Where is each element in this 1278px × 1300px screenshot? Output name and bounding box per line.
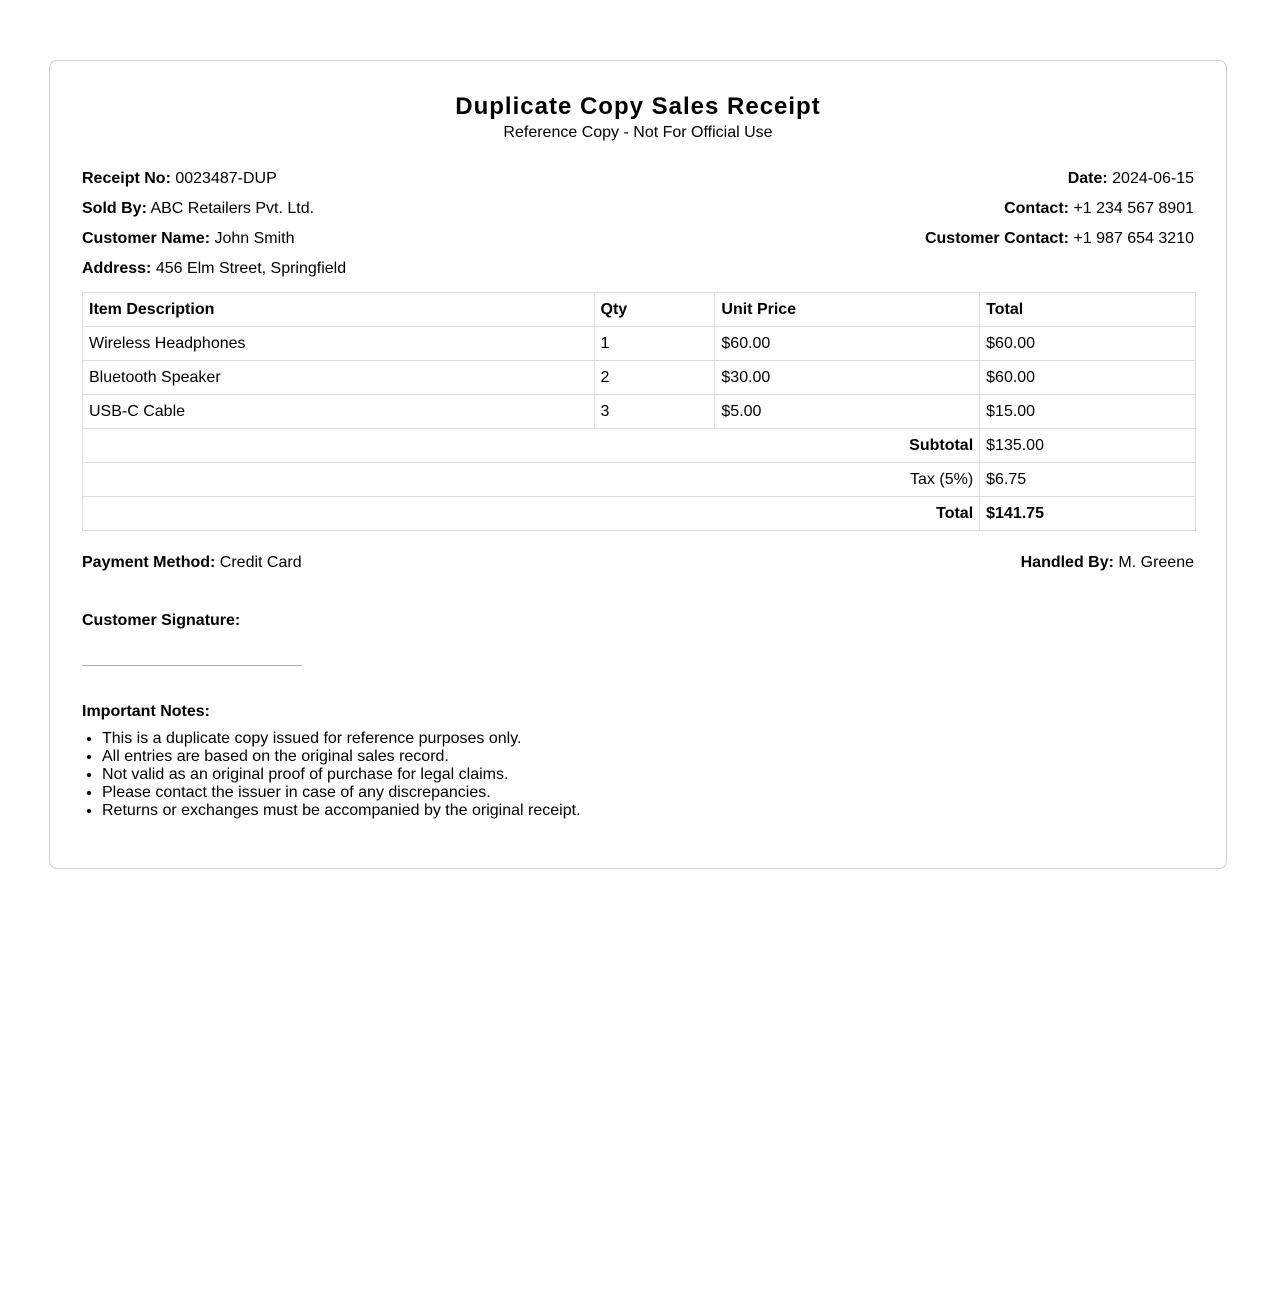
item-total: $60.00 bbox=[980, 327, 1196, 361]
item-unit-price: $5.00 bbox=[715, 395, 980, 429]
customer-name bbox=[82, 224, 295, 254]
column-header-description: Item Description bbox=[83, 293, 595, 327]
payment-method bbox=[82, 553, 302, 573]
address-label: Address: bbox=[82, 260, 152, 277]
sold-by bbox=[82, 194, 314, 224]
table-header-row bbox=[83, 293, 1196, 327]
item-description: Bluetooth Speaker bbox=[83, 361, 595, 395]
payment-row bbox=[82, 553, 1194, 573]
signature-label: Customer Signature: bbox=[82, 612, 241, 629]
total-row bbox=[83, 497, 1196, 531]
column-header-total: Total bbox=[980, 293, 1196, 327]
table-row bbox=[83, 395, 1196, 429]
receipt-number-label: Receipt No: bbox=[82, 170, 171, 187]
customer-contact bbox=[925, 224, 1194, 254]
column-header-qty: Qty bbox=[594, 293, 715, 327]
items-table bbox=[82, 292, 1196, 531]
total-label: Total bbox=[83, 497, 980, 531]
receipt-number bbox=[82, 164, 277, 194]
receipt-subtitle: Reference Copy - Not For Official Use bbox=[503, 124, 773, 141]
item-qty: 3 bbox=[594, 395, 715, 429]
item-qty: 2 bbox=[594, 361, 715, 395]
receipt-date bbox=[1068, 164, 1194, 194]
info-row bbox=[82, 164, 1194, 194]
total-value: $141.75 bbox=[980, 497, 1196, 531]
tax-value: $6.75 bbox=[980, 463, 1196, 497]
tax-row bbox=[83, 463, 1196, 497]
address-value: 456 Elm Street, Springfield bbox=[155, 260, 347, 277]
item-total: $60.00 bbox=[980, 361, 1196, 395]
receipt-date-label: Date: bbox=[1067, 170, 1108, 187]
list-item: • All entries are based on the original sales record. bbox=[102, 748, 1194, 766]
notes-title: Important Notes: bbox=[82, 703, 210, 720]
subtotal-row bbox=[83, 429, 1196, 463]
item-description: Wireless Headphones bbox=[83, 327, 595, 361]
item-description: USB-C Cable bbox=[83, 395, 595, 429]
signature-line bbox=[82, 665, 302, 666]
receipt-title: Duplicate Copy Sales Receipt bbox=[455, 93, 821, 120]
seller-contact-value: +1 234 567 8901 bbox=[1073, 200, 1194, 217]
customer-contact-value: +1 987 654 3210 bbox=[1073, 230, 1194, 247]
item-qty: 1 bbox=[594, 327, 715, 361]
column-header-unit-price: Unit Price bbox=[715, 293, 980, 327]
table-row bbox=[83, 361, 1196, 395]
handled-by bbox=[1021, 553, 1194, 573]
handled-by-label: Handled By: bbox=[1020, 554, 1114, 571]
info-row bbox=[82, 194, 1194, 224]
list-item: • Returns or exchanges must be accompanied by the original receipt. bbox=[102, 802, 1194, 820]
subtotal-value: $135.00 bbox=[980, 429, 1196, 463]
notes-list bbox=[82, 730, 1194, 820]
receipt-date-value: 2024-06-15 bbox=[1112, 170, 1194, 187]
receipt bbox=[49, 60, 1227, 869]
customer-address bbox=[82, 254, 346, 284]
sold-by-value: ABC Retailers Pvt. Ltd. bbox=[150, 200, 315, 217]
handled-by-value: M. Greene bbox=[1118, 554, 1194, 571]
sold-by-label: Sold By: bbox=[82, 200, 147, 217]
receipt-info bbox=[82, 164, 1194, 284]
payment-method-value: Credit Card bbox=[219, 554, 302, 571]
table-row bbox=[83, 327, 1196, 361]
receipt-number-value: 0023487-DUP bbox=[175, 170, 277, 187]
seller-contact-label: Contact: bbox=[1004, 200, 1069, 217]
list-item: • Not valid as an original proof of purchase for legal claims. bbox=[102, 766, 1194, 784]
info-row bbox=[82, 224, 1194, 254]
item-unit-price: $30.00 bbox=[715, 361, 980, 395]
list-item: • Please contact the issuer in case of any discrepancies. bbox=[102, 784, 1194, 802]
customer-name-label: Customer Name: bbox=[82, 230, 211, 247]
payment-method-label: Payment Method: bbox=[82, 554, 216, 571]
seller-contact bbox=[1004, 194, 1194, 224]
tax-label: Tax (5%) bbox=[83, 463, 980, 497]
customer-name-value: John Smith bbox=[214, 230, 295, 247]
info-row bbox=[82, 254, 1194, 284]
item-total: $15.00 bbox=[980, 395, 1196, 429]
subtotal-label: Subtotal bbox=[83, 429, 980, 463]
item-unit-price: $60.00 bbox=[715, 327, 980, 361]
list-item: • This is a duplicate copy issued for reference purposes only. bbox=[102, 730, 1194, 748]
customer-contact-label: Customer Contact: bbox=[924, 230, 1069, 247]
